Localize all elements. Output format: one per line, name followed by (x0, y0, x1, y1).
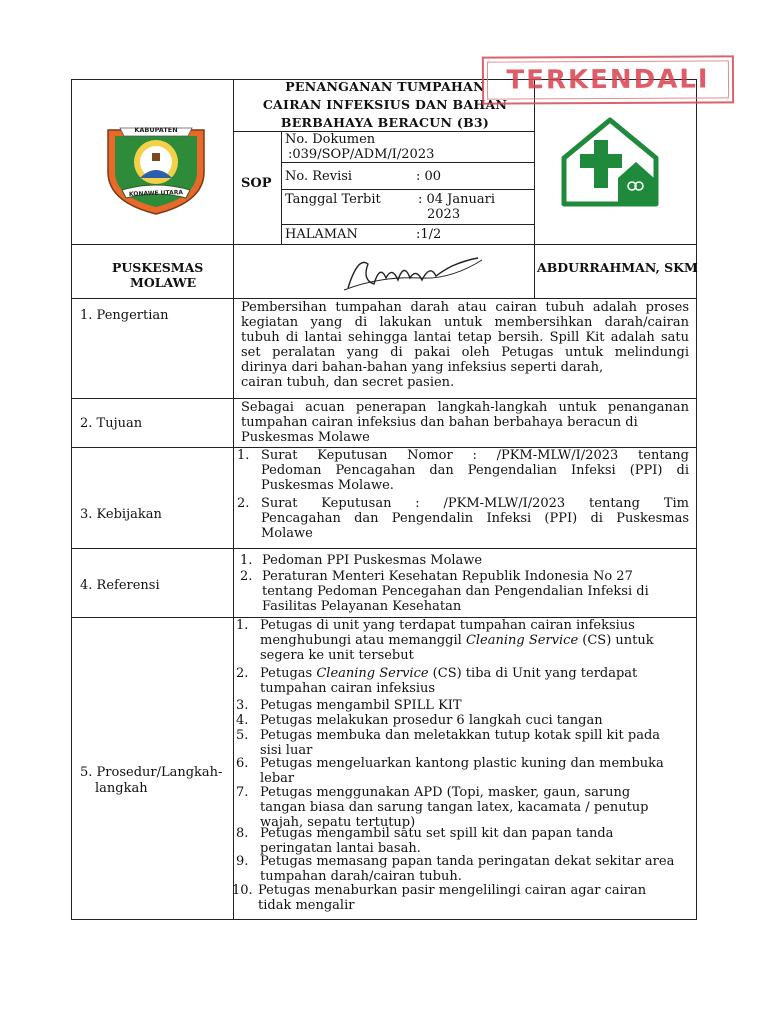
logo-konawe-label: KONAWE UTARA (128, 189, 184, 198)
pengertian-line: set peralatan yang di pakai oleh Petugas untuk melindungi (241, 345, 689, 360)
list-number: 5. (236, 728, 249, 743)
section-label-referensi: 4. Referensi (80, 578, 160, 593)
puskesmas-name-line-2: MOLAWE (130, 275, 197, 290)
list-number: 7. (236, 785, 249, 800)
list-number: 10. (232, 883, 253, 898)
cleaning-service-term: Cleaning Service (316, 666, 429, 681)
list-item: tumpahan cairan infeksius (260, 681, 436, 696)
tujuan-line: tumpahan cairan infeksius dan bahan berbahaya beracun di (241, 415, 638, 430)
halaman-value: :1/2 (416, 227, 442, 242)
section-label-kebijakan: 3. Kebijakan (80, 507, 162, 522)
sop-label: SOP (241, 176, 272, 191)
list-item: tangan biasa dan sarung tangan latex, kacamata / penutup (260, 800, 649, 815)
list-item: Petugas menggunakan APD (Topi, masker, gaun, sarung (260, 785, 631, 800)
logo-kabupaten-label: KABUPATEN (134, 126, 178, 134)
list-number: 8. (236, 826, 249, 841)
section-label-pengertian: 1. Pengertian (80, 308, 169, 323)
cleaning-service-term: Cleaning Service (465, 633, 579, 648)
list-number: 6. (236, 756, 249, 771)
pengertian-line: tubuh di lantai sehingga lantai tetap bersih. Spill Kit adalah satu (241, 330, 689, 345)
halaman-label: HALAMAN (285, 227, 358, 242)
pengertian-line: cairan tubuh, dan secret pasien. (241, 375, 455, 390)
list-item: segera ke unit tersebut (260, 648, 414, 663)
list-item: Petugas mengeluarkan kantong plastic kuning dan membuka (260, 756, 664, 771)
list-item: Molawe (261, 526, 313, 541)
list-item: Petugas memasang papan tanda peringatan dekat sekitar area (260, 854, 675, 869)
puskesmas-name-line-1: PUSKESMAS (112, 260, 204, 275)
list-item: Petugas menaburkan pasir mengelilingi cairan agar cairan (258, 883, 647, 898)
list-number: 3. (236, 698, 249, 713)
list-item: sisi luar (260, 743, 313, 758)
tanggal-terbit-value-1: : 04 Januari (418, 192, 496, 207)
tujuan-line: Puskesmas Molawe (241, 430, 370, 445)
list-number: 1. (236, 618, 249, 633)
title-line-1: PENANGANAN TUMPAHAN (285, 79, 485, 94)
list-item: Pedoman Pencagahan dan Pengendalian Infeksi (PPI) di (261, 463, 689, 478)
list-item: Petugas Cleaning Service (CS) tiba di Unit yang terdapat (260, 666, 638, 681)
section-label-prosedur-2: langkah (95, 781, 148, 796)
list-number: 2. (236, 666, 249, 681)
list-item: Surat Keputusan Nomor : /PKM-MLW/I/2023 tentang (261, 448, 689, 463)
kabupaten-shield-icon (100, 120, 212, 218)
list-item: tidak mengalir (258, 898, 355, 913)
title-line-2: CAIRAN INFEKSIUS DAN BAHAN (262, 97, 508, 112)
section-label-tujuan: 2. Tujuan (80, 416, 143, 431)
no-dokumen-value: :039/SOP/ADM/I/2023 (288, 147, 435, 162)
list-item: tentang Pedoman Pencegahan dan Pengendalian Infeksi di (262, 584, 649, 599)
no-dokumen-label: No. Dokumen (285, 132, 376, 147)
list-item: Petugas membuka dan meletakkan tutup kotak spill kit pada (260, 728, 661, 743)
list-item: Peraturan Menteri Kesehatan Republik Indonesia No 27 (262, 569, 633, 584)
pengertian-line: dirinya dari bahan-bahan yang infeksius seperti darah, (241, 360, 604, 375)
list-item: Puskesmas Molawe. (261, 478, 394, 493)
list-item: Pencagahan dan Pengendalin Infeksi (PPI) di Puskesmas (261, 511, 689, 526)
section-label-prosedur-1: 5. Prosedur/Langkah- (80, 765, 223, 780)
puskesmas-logo (560, 116, 660, 208)
title-line-3: BERBAHAYA BERACUN (B3) (280, 115, 490, 130)
list-item: peringatan lantai basah. (260, 841, 421, 856)
no-revisi-label: No. Revisi (285, 169, 353, 184)
list-item: menghubungi atau memanggil Cleaning Service (CS) untuk (260, 633, 654, 648)
list-item: wajah, sepatu tertutup) (260, 815, 416, 830)
list-item: Petugas mengambil satu set spill kit dan papan tanda (260, 826, 614, 841)
signatory-name: ABDURRAHMAN, SKM (537, 260, 698, 275)
tanggal-terbit-label: Tanggal Terbit (285, 192, 381, 207)
list-item: tumpahan darah/cairan tubuh. (260, 869, 462, 884)
tujuan-text (241, 400, 691, 445)
health-cross-icon (560, 116, 660, 208)
list-item: Surat Keputusan : /PKM-MLW/I/2023 tentang Tim (261, 496, 689, 511)
pengertian-text (241, 300, 691, 390)
list-item: Petugas di unit yang terdapat tumpahan cairan infeksius (260, 618, 635, 633)
list-number: 9. (236, 854, 249, 869)
list-item: Fasilitas Pelayanan Kesehatan (262, 599, 462, 614)
list-item: Pedoman PPI Puskesmas Molawe (262, 553, 483, 568)
list-number: 1. (240, 553, 253, 568)
kabupaten-logo (100, 120, 212, 218)
no-revisi-value: : 00 (416, 169, 442, 184)
list-number: 4. (236, 713, 249, 728)
pengertian-line: kegiatan yang di lakukan untuk membersihkan darah/cairan (241, 315, 689, 330)
signature-image (340, 250, 485, 294)
terkendali-stamp: TERKENDALI (482, 55, 734, 104)
tanggal-terbit-value-2: 2023 (427, 207, 461, 222)
pengertian-line: Pembersihan tumpahan darah atau cairan tubuh adalah proses (241, 300, 689, 315)
list-number: 2. (237, 496, 250, 511)
list-item: lebar (260, 771, 295, 786)
list-item: Petugas melakukan prosedur 6 langkah cuci tangan (260, 713, 603, 728)
list-number: 2. (240, 569, 253, 584)
tujuan-line: Sebagai acuan penerapan langkah-langkah untuk penanganan (241, 400, 689, 415)
list-item: Petugas mengambil SPILL KIT (260, 698, 462, 713)
list-number: 1. (237, 448, 250, 463)
